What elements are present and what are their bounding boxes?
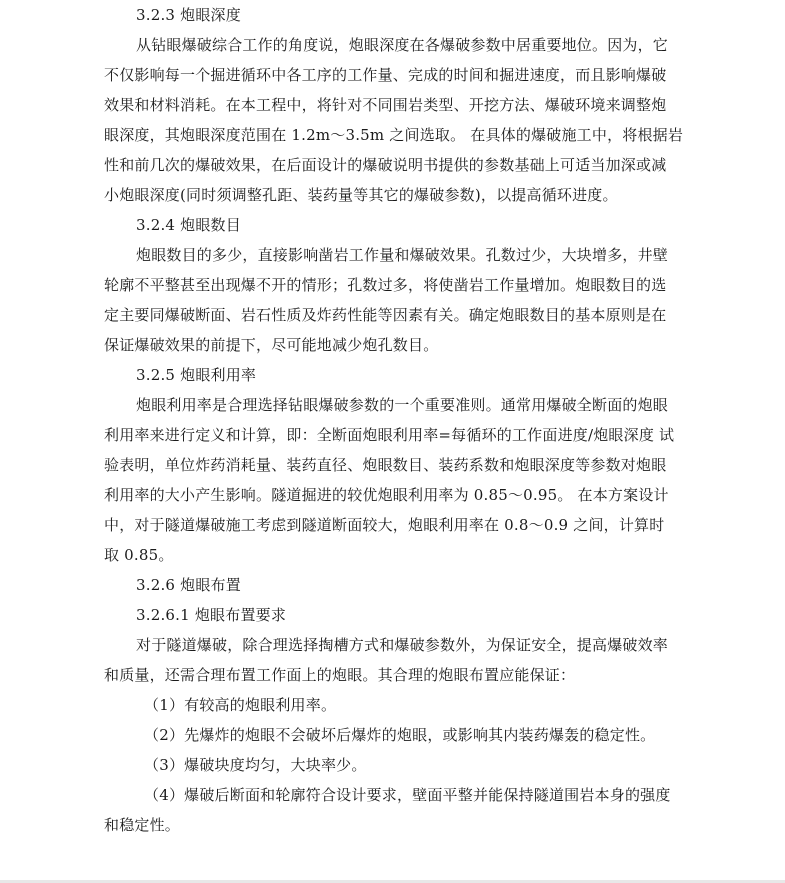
list-item: （1）有较高的炮眼利用率。 bbox=[144, 696, 337, 714]
paragraph-first-line: 从钻眼爆破综合工作的角度说，炮眼深度在各爆破参数中居重要地位。因为，它 bbox=[136, 36, 669, 54]
list-item: （4）爆破后断面和轮廓符合设计要求，壁面平整并能保持隧道围岩本身的强度 bbox=[144, 786, 671, 804]
paragraph-line: 效果和材料消耗。在本工程中，将针对不同围岩类型、开挖方法、爆破环境来调整炮 bbox=[104, 96, 667, 114]
paragraph-line: 轮廓不平整甚至出现爆不开的情形；孔数过多，将使凿岩工作量增加。炮眼数目的选 bbox=[104, 276, 667, 294]
paragraph-line: 和稳定性。 bbox=[104, 816, 181, 834]
paragraph-line: 不仅影响每一个掘进循环中各工序的工作量、完成的时间和掘进速度，而且影响爆破 bbox=[104, 66, 667, 84]
paragraph-first-line: 炮眼利用率是合理选择钻眼爆破参数的一个重要准则。通常用爆破全断面的炮眼 bbox=[136, 396, 669, 414]
section-heading: 3.2.6 炮眼布置 bbox=[136, 576, 241, 594]
paragraph-first-line: 对于隧道爆破，除合理选择掏槽方式和爆破参数外，为保证安全，提高爆破效率 bbox=[136, 636, 669, 654]
paragraph-line: 性和前几次的爆破效果，在后面设计的爆破说明书提供的参数基础上可适当加深或减 bbox=[104, 156, 667, 174]
document-body bbox=[104, 0, 699, 840]
section-heading: 3.2.3 炮眼深度 bbox=[136, 6, 241, 24]
paragraph-line: 利用率来进行定义和计算，即：全断面炮眼利用率=每循环的工作面进度/炮眼深度 试 bbox=[104, 426, 675, 444]
section-heading: 3.2.6.1 炮眼布置要求 bbox=[136, 606, 287, 624]
paragraph-line: 中，对于隧道爆破施工考虑到隧道断面较大，炮眼利用率在 0.8～0.9 之间，计算时 bbox=[104, 516, 665, 534]
paragraph-line: 保证爆破效果的前提下，尽可能地减少炮孔数目。 bbox=[104, 336, 439, 354]
paragraph-line: 利用率的大小产生影响。隧道掘进的较优炮眼利用率为 0.85～0.95。 在本方案设计 bbox=[104, 486, 669, 504]
paragraph-line: 眼深度，其炮眼深度范围在 1.2m～3.5m 之间选取。 在具体的爆破施工中，将根据岩 bbox=[104, 126, 684, 144]
paragraph-line: 取 0.85。 bbox=[104, 546, 174, 564]
paragraph-line: 和质量，还需合理布置工作面上的炮眼。其合理的炮眼布置应能保证： bbox=[104, 666, 576, 684]
paragraph-first-line: 炮眼数目的多少，直接影响凿岩工作量和爆破效果。孔数过少，大块增多，井壁 bbox=[136, 246, 669, 264]
section-heading: 3.2.4 炮眼数目 bbox=[136, 216, 241, 234]
paragraph-line: 定主要同爆破断面、岩石性质及炸药性能等因素有关。确定炮眼数目的基本原则是在 bbox=[104, 306, 667, 324]
list-item: （3）爆破块度均匀，大块率少。 bbox=[144, 756, 367, 774]
section-heading: 3.2.5 炮眼利用率 bbox=[136, 366, 257, 384]
paragraph-line: 验表明，单位炸药消耗量、装药直径、炮眼数目、装药系数和炮眼深度等参数对炮眼 bbox=[104, 456, 667, 474]
list-item: （2）先爆炸的炮眼不会破坏后爆炸的炮眼，或影响其内装药爆轰的稳定性。 bbox=[144, 726, 656, 744]
paragraph-line: 小炮眼深度(同时须调整孔距、装药量等其它的爆破参数)，以提高循环进度。 bbox=[104, 186, 618, 204]
